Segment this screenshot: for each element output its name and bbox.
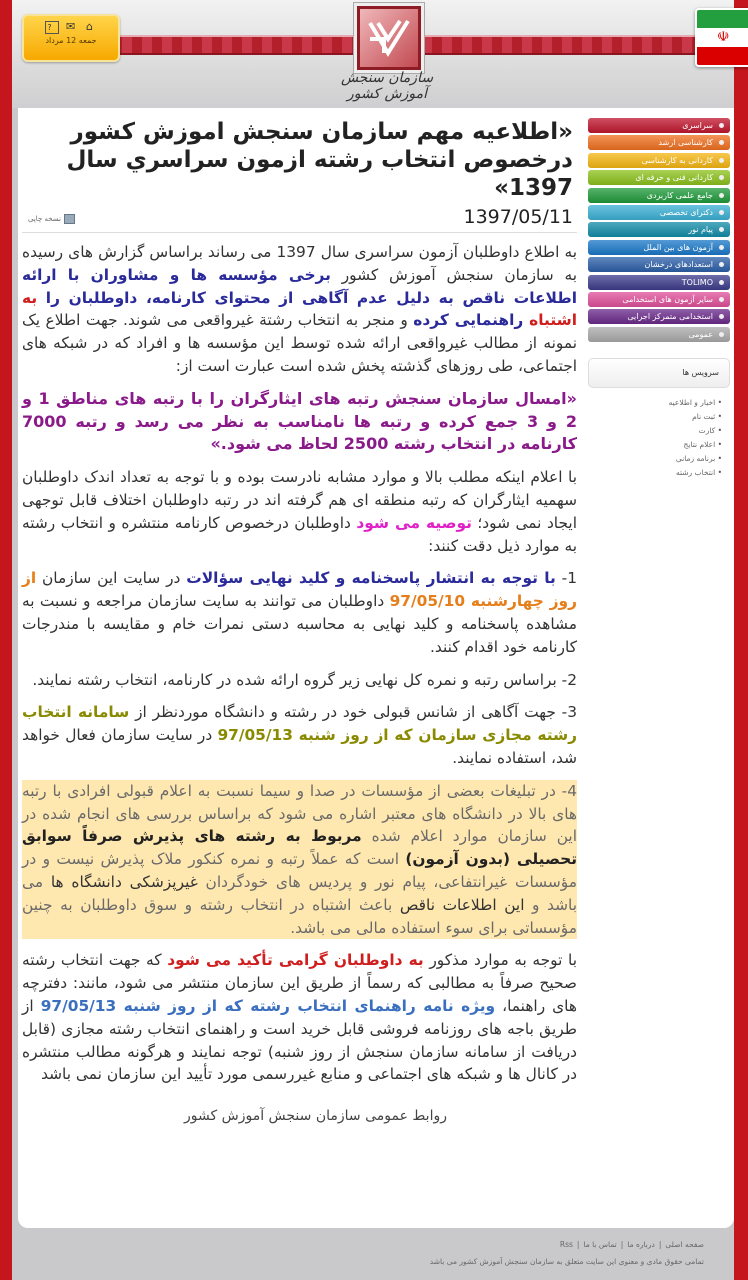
bullet-icon <box>719 175 724 180</box>
home-icon[interactable]: ⌂ <box>86 20 97 33</box>
service-link[interactable]: • انتخاب رشته <box>588 466 722 480</box>
article-title: «اطلاعیه مهم سازمان سنجش اموزش كشور درخصوص انتخاب رشته ازمون سراسري سال 1397» <box>66 119 573 201</box>
footer-link[interactable]: تماس با ما <box>583 1240 617 1249</box>
service-link[interactable]: • ثبت نام <box>588 410 722 424</box>
logo-emblem-icon <box>360 9 418 67</box>
current-date: جمعه 12 مرداد <box>45 36 97 45</box>
exam-menu <box>588 118 730 342</box>
site-header <box>12 0 734 108</box>
bullet-icon <box>719 297 724 302</box>
sidebar-menu-item[interactable]: سایر آزمون های استخدامی <box>588 292 730 307</box>
iran-flag-icon: ☫ <box>695 8 748 67</box>
paragraph-rebuttal: با اعلام اینکه مطلب بالا و موارد مشابه نادرست بوده و با توجه به تعداد اندک داوطلبان سهمیه ایثارگران که رتبه منطقه ای هم گرفته اند در رتبه داوطلبان اختلاف قابل توجهی ایجاد نمی شود؛ توصیه می شود داوطلبان درخصوص کارنامه منتشره و انتخاب رشته به موارد ذیل دقت کنند: <box>22 468 577 555</box>
printer-icon <box>64 214 75 224</box>
paragraph-conclusion: با توجه به موارد مذکور به داوطلبان گرامی تأکید می شود که جهت انتخاب رشته صحیح صرفاً به مطالبی که رسماً از طریق این سازمان منتشر می شود، مانند: دفترچه های راهنما، ویژه نامه راهنمای انتخاب رشته که از روز شنبه 97/05/13 از طریق باجه های روزنامه فروشی قابل خرید است و راهنمای انتخاب رشته مجازی (قابل دریافت از سامانه سازمان سنجش از روز شنبه) توجه نمایند و هرگونه مطالب منتشره در کانال ها و شبکه های اجتماعی و منابع غیررسمی مورد تأیید این سازمان نمی باشد <box>22 951 577 1084</box>
article <box>22 108 577 1124</box>
separator: | <box>658 1240 662 1249</box>
sidebar-menu-item[interactable]: استخدامی متمرکز اجرایی <box>588 309 730 324</box>
footer <box>18 1240 734 1266</box>
footer-link[interactable]: Rss <box>559 1240 573 1249</box>
bullet-icon <box>719 158 724 163</box>
print-button[interactable]: نسخه چاپی <box>28 214 75 224</box>
bullet-icon <box>719 245 724 250</box>
list-item-1: 1- با توجه به انتشار پاسخنامه و کلید نهایی سؤالات در سایت این سازمان از روز چهارشنبه 97/05/10 داوطلبان می توانند به سایت سازمان مراجعه و نسبت به مشاهده پاسخنامه و کلید نهایی به محاسبه دستی نمرات خام و مقایسه با مندرجات کارنامه خود اقدام کنند. <box>22 569 577 656</box>
sidebar-menu-item[interactable]: کاردانی فنی و حرفه ای <box>588 170 730 185</box>
mail-icon[interactable]: ✉ <box>66 20 80 33</box>
org-name: سازمان سنجش آموزش کشور <box>340 70 434 102</box>
sidebar-menu-item[interactable]: عمومی <box>588 327 730 342</box>
quoted-rumor: «امسال سازمان سنجش رتبه های ایثارگران را با رتبه های مناطق 1 و 2 و 3 جمع کرده و رتبه ها نامناسب به نظر می رسد و رتبه 7000 کارنامه در انتخاب رشته 2500 لحاظ می شود.» <box>22 388 578 454</box>
services-header: سرویس ها <box>588 358 730 388</box>
bullet-icon <box>719 262 724 267</box>
bullet-icon <box>719 332 724 337</box>
paragraph-intro: به اطلاع داوطلبان آزمون سراسری سال 1397 می رساند براساس گزارش های رسیده به سازمان سنجش آموزش کشور برخی مؤسسه ها و مشاوران با ارائه اطلاعات ناقص به دلیل عدم آگاهی از محتوای کارنامه، داوطلبان را به اشتباه راهنمایی کرده و منجر به انتخاب رشتة غیرواقعی می شوند. جهت اطلاع یک نمونه از مطالب غیرواقعی ارائه شده توسط این مؤسسه ها و افراد که در شبکه های اجتماعی، طی روزهای گذشته پخش شده است عبارت است از: <box>22 243 578 375</box>
sidebar-menu-item[interactable]: جامع علمی کاربردی <box>588 188 730 203</box>
service-link[interactable]: • کارت <box>588 424 722 438</box>
list-item-4-highlighted: 4- در تبلیغات بعضی از مؤسسات در صدا و سیما نسبت به اعلام قبولی افرادی با رتبه های بالا در دانشگاه های معتبر اشاره می شود که براساس بررسی های انجام شده در این سازمان موارد اعلام شده مربوط به رشته های پذیرش صرفاً سوابق تحصیلی (بدون آزمون) است که عملاً رتبه و نمره کنکور ملاک پذیرش نیست و در مؤسسات غیرانتفاعی، پیام نور و پردیس های خودگردان غیرپزشکی دانشگاه ها می باشد و این اطلاعات ناقص باعث اشتباه در انتخاب رشته و سوق داوطلبان به چنین مؤسساتی برای سوء استفاده مالی می باشد. <box>22 780 577 940</box>
bullet-icon <box>719 314 724 319</box>
toolbox <box>22 14 120 62</box>
logo[interactable] <box>357 6 421 70</box>
bullet-icon <box>719 123 724 128</box>
signature: روابط عمومی سازمان سنجش آموزش کشور <box>184 1108 447 1125</box>
sidebar-menu-item[interactable]: پیام نور <box>588 222 730 237</box>
service-link[interactable]: • برنامه زمانی <box>588 452 722 466</box>
service-link[interactable]: • اعلام نتایج <box>588 438 722 452</box>
article-meta <box>22 206 577 233</box>
bullet-icon <box>719 210 724 215</box>
sidebar-menu-item[interactable]: سراسری <box>588 118 730 133</box>
sidebar <box>588 118 730 480</box>
list-item-3: 3- جهت آگاهی از شانس قبولی خود در رشته و دانشگاه موردنظر از سامانه انتخاب رشته مجازی سازمان که از روز شنبه 97/05/13 در سایت سازمان فعال خواهد شد، استفاده نمایند. <box>22 703 577 767</box>
article-date: 1397/05/11 <box>463 206 573 228</box>
copyright: تمامی حقوق مادی و معنوی این سایت متعلق به سازمان سنجش آموزش کشور می باشد <box>429 1257 704 1266</box>
sidebar-menu-item[interactable]: کاردانی به کارشناسی <box>588 153 730 168</box>
bullet-icon <box>719 193 724 198</box>
sidebar-menu-item[interactable]: استعدادهای درخشان <box>588 257 730 272</box>
sidebar-menu-item[interactable]: دکترای تخصصی <box>588 205 730 220</box>
bullet-icon <box>719 140 724 145</box>
sidebar-menu-item[interactable]: TOLIMO <box>588 275 730 290</box>
footer-link[interactable]: صفحه اصلی <box>665 1240 704 1249</box>
main-panel <box>18 108 734 1228</box>
services-list <box>588 396 730 480</box>
service-link[interactable]: • اخبار و اطلاعیه <box>588 396 722 410</box>
separator: | <box>576 1240 580 1249</box>
footer-links <box>18 1240 734 1249</box>
bullet-icon <box>719 227 724 232</box>
sidebar-menu-item[interactable]: کارشناسی ارشد <box>588 135 730 150</box>
footer-link[interactable]: درباره ما <box>627 1240 655 1249</box>
list-item-2: 2- براساس رتبه و نمره کل نهایی زیر گروه ارائه شده در کارنامه، انتخاب رشته نمایند. <box>32 670 577 689</box>
help-icon[interactable]: ? <box>45 21 59 34</box>
separator: | <box>620 1240 624 1249</box>
bullet-icon <box>719 280 724 285</box>
sidebar-menu-item[interactable]: آزمون های بین الملل <box>588 240 730 255</box>
